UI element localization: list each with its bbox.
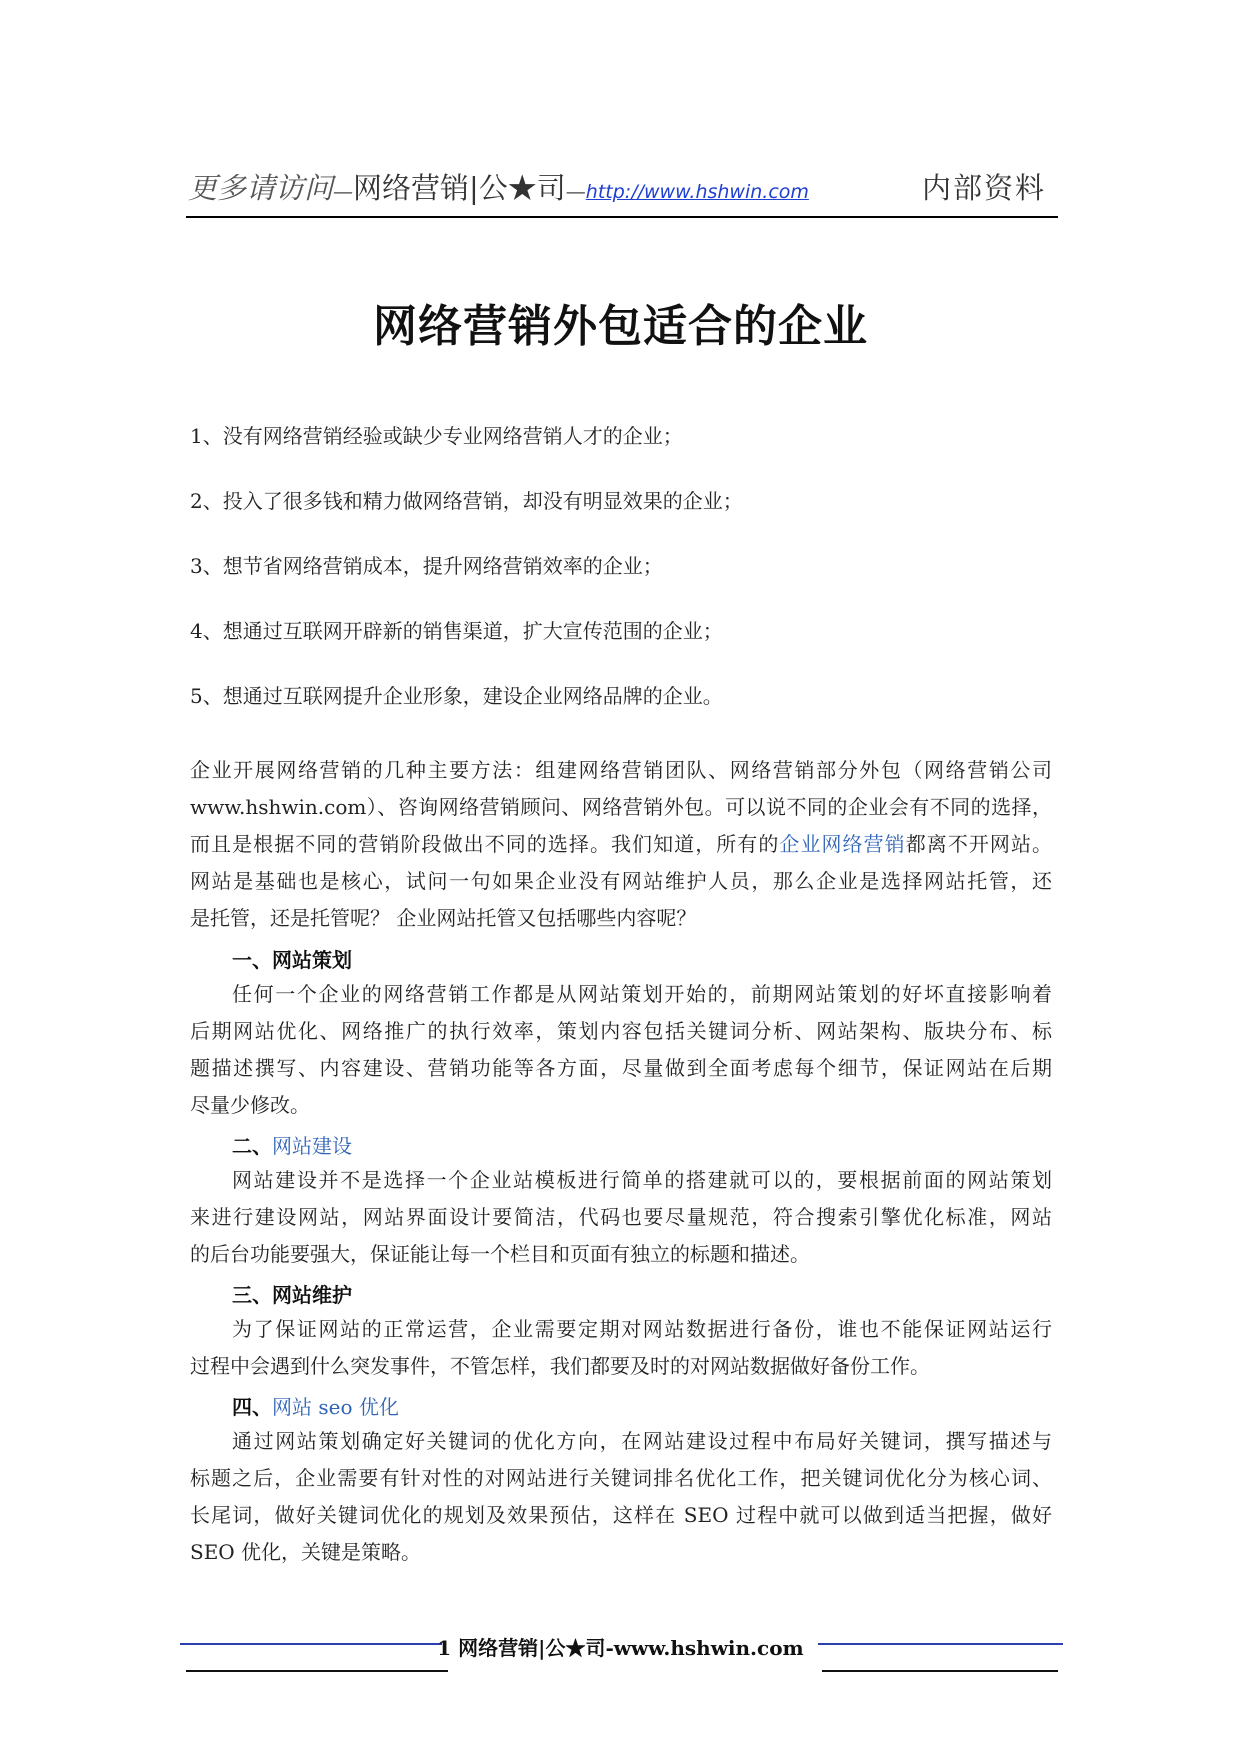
section-paragraph-seo <box>190 1423 1052 1571</box>
list-item: 2、投入了很多钱和精力做网络营销，却没有明显效果的企业； <box>190 489 743 513</box>
section-heading-construction <box>232 1130 352 1159</box>
page-footer <box>0 1632 1241 1692</box>
header-prefix: 更多请访问 <box>188 171 334 205</box>
paragraph-line <box>190 826 1052 863</box>
header-dash: — <box>565 179 586 203</box>
website-construction-link[interactable]: 网站建设 <box>272 1134 352 1158</box>
header-left <box>188 166 809 207</box>
seo-optimization-link[interactable]: 网站 seo 优化 <box>272 1395 399 1419</box>
enterprise-marketing-link[interactable]: 企业网络营销 <box>779 832 906 856</box>
list-item: 1、没有网络营销经验或缺少专业网络营销人才的企业； <box>190 424 683 448</box>
paragraph-line: 的后台功能要强大，保证能让每一个栏目和页面有独立的标题和描述。 <box>190 1242 810 1266</box>
paragraph-line: 题描述撰写、内容建设、营销功能等各方面，尽量做到全面考虑每个细节，保证网站在后期 <box>190 1056 1052 1080</box>
paragraph-line: 来进行建设网站，网站界面设计要简洁，代码也要尽量规范，符合搜索引擎优化标准，网站 <box>190 1205 1052 1229</box>
section-number: 四、 <box>232 1395 272 1419</box>
header-company: 网络营销|公★司 <box>353 171 566 205</box>
paragraph-line: 长尾词，做好关键词优化的规划及效果预估，这样在 SEO 过程中就可以做到适当把握，做好 <box>190 1503 1052 1527</box>
paragraph-line: SEO 优化，关键是策略。 <box>190 1540 422 1564</box>
paragraph-line: 网站是基础也是核心，试问一句如果企业没有网站维护人员，那么企业是选择网站托管，还 <box>190 869 1052 893</box>
page-title: 网络营销外包适合的企业 <box>373 301 868 352</box>
footer-divider <box>822 1670 1058 1672</box>
section-paragraph-planning <box>190 976 1052 1124</box>
section-paragraph-construction <box>190 1162 1052 1273</box>
section-number: 二、 <box>232 1134 272 1158</box>
header-internal-label: 内部资料 <box>921 171 1046 205</box>
list-item: 3、想节省网络营销成本，提升网络营销效率的企业； <box>190 554 663 578</box>
paragraph-line: 通过网站策划确定好关键词的优化方向，在网站建设过程中布局好关键词，撰写描述与 <box>232 1429 1052 1453</box>
section-heading-seo <box>232 1391 399 1420</box>
page-header <box>186 160 1058 218</box>
list-item: 4、想通过互联网开辟新的销售渠道，扩大宣传范围的企业； <box>190 619 723 643</box>
header-dash: — <box>333 179 354 203</box>
paragraph-line: www.hshwin.com）、咨询网络营销顾问、网络营销外包。可以说不同的企业会有不同的选择， <box>190 795 1052 819</box>
footer-divider <box>186 1670 448 1672</box>
section-heading-maintenance: 三、网站维护 <box>232 1283 352 1307</box>
paragraph-line: 后期网站优化、网络推广的执行效率，策划内容包括关键词分析、网站架构、版块分布、标 <box>190 1019 1052 1043</box>
paragraph-line: 过程中会遇到什么突发事件，不管怎样，我们都要及时的对网站数据做好备份工作。 <box>190 1354 930 1378</box>
paragraph-line: 网站建设并不是选择一个企业站模板进行简单的搭建就可以的，要根据前面的网站策划 <box>232 1168 1052 1192</box>
list-item: 5、想通过互联网提升企业形象，建设企业网络品牌的企业。 <box>190 684 723 708</box>
intro-paragraph <box>190 752 1052 937</box>
paragraph-line: 标题之后，企业需要有针对性的对网站进行关键词排名优化工作，把关键词优化分为核心词、 <box>190 1466 1052 1490</box>
paragraph-text: 而且是根据不同的营销阶段做出不同的选择。我们知道，所有的 <box>190 832 780 856</box>
section-heading-planning: 一、网站策划 <box>232 948 352 972</box>
paragraph-text: 都离不开网站。 <box>905 832 1053 856</box>
paragraph-line: 任何一个企业的网络营销工作都是从网站策划开始的，前期网站策划的好坏直接影响着 <box>232 982 1052 1006</box>
paragraph-line: 尽量少修改。 <box>190 1093 310 1117</box>
paragraph-line: 是托管，还是托管呢？ 企业网站托管又包括哪些内容呢？ <box>190 906 697 930</box>
section-paragraph-maintenance <box>190 1311 1052 1385</box>
footer-text: 1 网络营销|公★司-www.hshwin.com <box>437 1636 804 1660</box>
paragraph-line: 企业开展网络营销的几种主要方法：组建网络营销团队、网络营销部分外包（网络营销公司 <box>190 758 1052 782</box>
paragraph-line: 为了保证网站的正常运营，企业需要定期对网站数据进行备份，谁也不能保证网站运行 <box>232 1317 1052 1341</box>
header-website-link[interactable]: http://www.hshwin.com <box>585 181 809 203</box>
